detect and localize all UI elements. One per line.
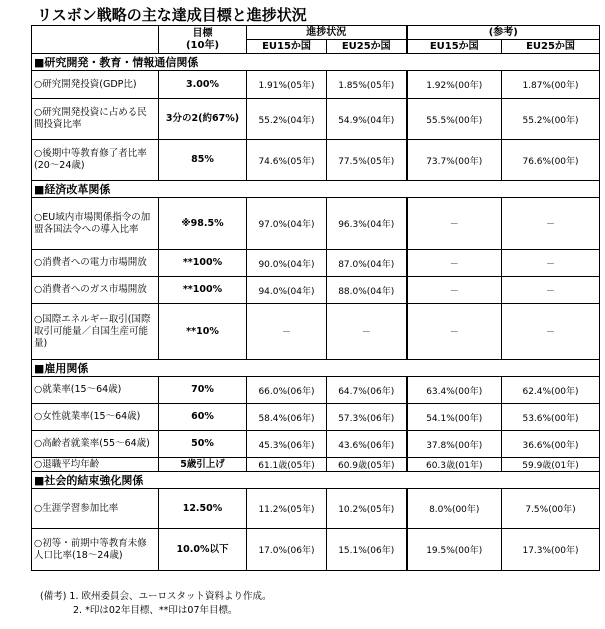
row-item: ○高齢者就業率(55～64歳)	[32, 431, 159, 458]
row-progress-eu25: 43.6%(06年)	[327, 431, 407, 458]
row-progress-eu15: 61.1歳(05年)	[247, 458, 327, 472]
row-progress-eu25: 88.0%(04年)	[327, 277, 407, 304]
page-title: リスボン戦略の主な達成目標と進捗状況	[37, 6, 307, 24]
section-heading: ■経済改革関係	[32, 181, 600, 198]
row-reference-eu15: 60.3歳(01年)	[407, 458, 502, 472]
row-item: ○消費者への電力市場開放	[32, 250, 159, 277]
row-reference-eu15: 55.5%(00年)	[407, 99, 502, 140]
header-goal-label: 目標	[192, 27, 213, 39]
row-item: ○就業率(15～64歳)	[32, 377, 159, 404]
row-progress-eu15: 90.0%(04年)	[247, 250, 327, 277]
row-reference-eu25: －	[502, 198, 600, 250]
row-reference-eu15: －	[407, 304, 502, 360]
table-row	[32, 458, 600, 472]
note-source: (備考) 1. 欧州委員会、ユーロスタット資料より作成。	[40, 591, 272, 602]
header-reference-eu15: EU15か国	[407, 40, 502, 54]
row-progress-eu25: 87.0%(04年)	[327, 250, 407, 277]
row-progress-eu15: 45.3%(06年)	[247, 431, 327, 458]
row-progress-eu25: 1.85%(05年)	[327, 71, 407, 99]
row-progress-eu15: 66.0%(06年)	[247, 377, 327, 404]
table-row	[32, 140, 600, 181]
row-progress-eu15: 55.2%(04年)	[247, 99, 327, 140]
header-blank	[32, 26, 159, 40]
table-row	[32, 489, 600, 529]
header-blank-2	[32, 40, 159, 54]
row-item: ○消費者へのガス市場開放	[32, 277, 159, 304]
row-reference-eu25: 53.6%(00年)	[502, 404, 600, 431]
header-progress-eu25: EU25か国	[327, 40, 407, 54]
row-progress-eu15: 74.6%(05年)	[247, 140, 327, 181]
row-reference-eu25: －	[502, 277, 600, 304]
row-reference-eu25: 55.2%(00年)	[502, 99, 600, 140]
row-progress-eu15: 97.0%(04年)	[247, 198, 327, 250]
table-row	[32, 277, 600, 304]
row-goal: 85%	[159, 140, 247, 181]
row-reference-eu15: －	[407, 198, 502, 250]
table-row	[32, 198, 600, 250]
row-reference-eu15: 8.0%(00年)	[407, 489, 502, 529]
header-progress-eu15: EU15か国	[247, 40, 327, 54]
row-progress-eu15: 58.4%(06年)	[247, 404, 327, 431]
row-reference-eu25: －	[502, 250, 600, 277]
row-item: ○生涯学習参加比率	[32, 489, 159, 529]
table-row	[32, 250, 600, 277]
row-reference-eu25: 7.5%(00年)	[502, 489, 600, 529]
row-reference-eu15: 73.7%(00年)	[407, 140, 502, 181]
row-goal: 3分の2(約67%)	[159, 99, 247, 140]
row-progress-eu25: 60.9歳(05年)	[327, 458, 407, 472]
row-goal: **10%	[159, 304, 247, 360]
row-progress-eu25: 54.9%(04年)	[327, 99, 407, 140]
row-progress-eu25: 15.1%(06年)	[327, 529, 407, 571]
row-progress-eu15: 1.91%(05年)	[247, 71, 327, 99]
row-progress-eu25: －	[327, 304, 407, 360]
row-reference-eu15: －	[407, 250, 502, 277]
row-reference-eu25: 59.9歳(01年)	[502, 458, 600, 472]
row-item: ○初等・前期中等教育未修人口比率(18～24歳)	[32, 529, 159, 571]
row-item: ○退職平均年齢	[32, 458, 159, 472]
row-reference-eu25: 36.6%(00年)	[502, 431, 600, 458]
section-heading: ■社会的結束強化関係	[32, 472, 600, 489]
progress-table	[31, 25, 600, 571]
notes	[40, 590, 272, 618]
table-row	[32, 404, 600, 431]
row-goal: 50%	[159, 431, 247, 458]
table-row	[32, 431, 600, 458]
row-progress-eu25: 10.2%(05年)	[327, 489, 407, 529]
row-progress-eu15: 94.0%(04年)	[247, 277, 327, 304]
row-progress-eu25: 77.5%(05年)	[327, 140, 407, 181]
row-goal: ※98.5%	[159, 198, 247, 250]
row-progress-eu25: 64.7%(06年)	[327, 377, 407, 404]
header-reference-eu25: EU25か国	[502, 40, 600, 54]
row-item: ○EU域内市場関係指令の加盟各国法令への導入比率	[32, 198, 159, 250]
row-item: ○女性就業率(15～64歳)	[32, 404, 159, 431]
note-marks: 2. *印は02年目標、**印は07年目標。	[73, 605, 238, 616]
header-reference: (参考)	[407, 26, 600, 40]
row-progress-eu15: 11.2%(05年)	[247, 489, 327, 529]
row-reference-eu15: 37.8%(00年)	[407, 431, 502, 458]
header-goal-sub: (10年)	[185, 39, 220, 51]
header-progress: 進捗状況	[247, 26, 407, 40]
row-goal: 12.50%	[159, 489, 247, 529]
table-row	[32, 99, 600, 140]
header-goal	[159, 26, 247, 54]
row-goal: **100%	[159, 250, 247, 277]
row-item: ○国際エネルギー取引(国際取引可能量／自国生産可能量)	[32, 304, 159, 360]
table-row	[32, 529, 600, 571]
table-row	[32, 71, 600, 99]
row-item: ○研究開発投資に占める民間投資比率	[32, 99, 159, 140]
table-row	[32, 304, 600, 360]
row-goal: 60%	[159, 404, 247, 431]
row-item: ○研究開発投資(GDP比)	[32, 71, 159, 99]
row-progress-eu15: －	[247, 304, 327, 360]
row-reference-eu25: 1.87%(00年)	[502, 71, 600, 99]
row-goal: 70%	[159, 377, 247, 404]
table-row	[32, 377, 600, 404]
row-reference-eu15: －	[407, 277, 502, 304]
row-reference-eu15: 54.1%(00年)	[407, 404, 502, 431]
row-progress-eu25: 57.3%(06年)	[327, 404, 407, 431]
row-reference-eu25: 62.4%(00年)	[502, 377, 600, 404]
row-reference-eu15: 63.4%(00年)	[407, 377, 502, 404]
section-heading: ■雇用関係	[32, 360, 600, 377]
row-reference-eu25: 76.6%(00年)	[502, 140, 600, 181]
row-goal: 5歳引上げ	[159, 458, 247, 472]
row-progress-eu15: 17.0%(06年)	[247, 529, 327, 571]
row-reference-eu25: 17.3%(00年)	[502, 529, 600, 571]
row-item: ○後期中等教育修了者比率(20～24歳)	[32, 140, 159, 181]
row-goal: **100%	[159, 277, 247, 304]
row-progress-eu25: 96.3%(04年)	[327, 198, 407, 250]
row-goal: 10.0%以下	[159, 529, 247, 571]
row-reference-eu25: －	[502, 304, 600, 360]
row-reference-eu15: 19.5%(00年)	[407, 529, 502, 571]
row-goal: 3.00%	[159, 71, 247, 99]
row-reference-eu15: 1.92%(00年)	[407, 71, 502, 99]
section-heading: ■研究開発・教育・情報通信関係	[32, 54, 600, 71]
